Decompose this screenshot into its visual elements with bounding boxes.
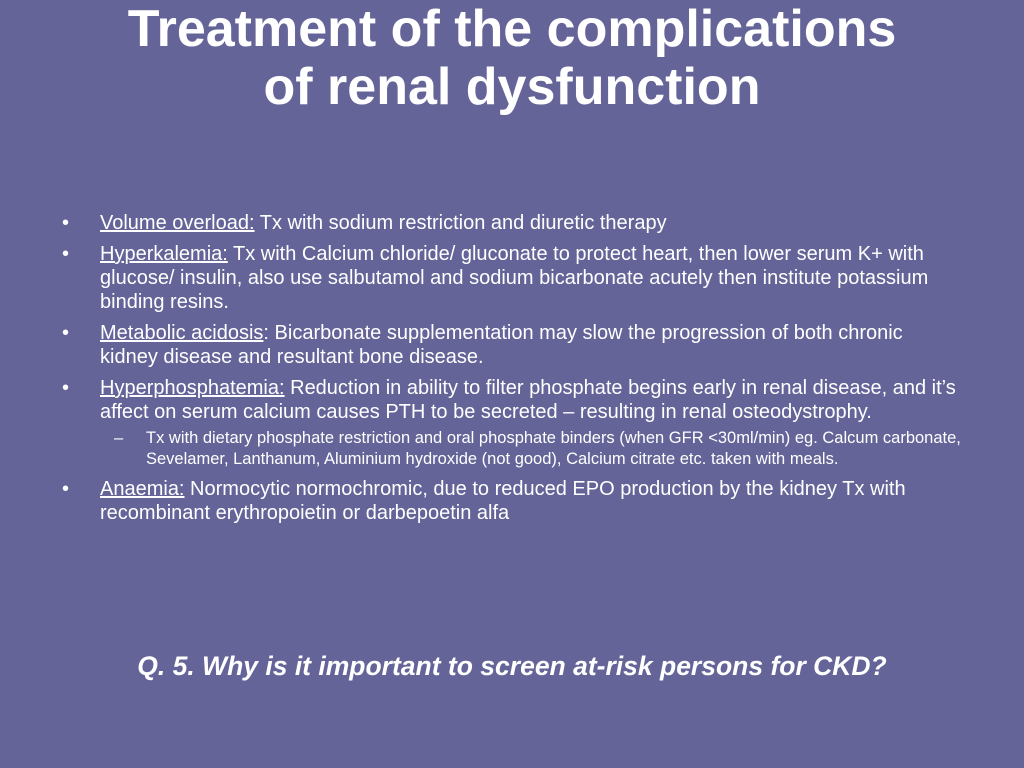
bullet-marker: • — [62, 322, 70, 344]
bullet-text: : Bicarbonate supplementation may slow the progression of both chronic kidney disease and resultant bone disease. — [100, 322, 903, 368]
bullet-term: Hyperkalemia: — [100, 243, 228, 265]
bullet-text: Reduction in ability to filter phosphate begins early in renal disease, and it’s affect on serum calcium causes PTH to be secreted – resulting in renal osteodystrophy. — [100, 377, 956, 423]
bullet-hyperkalemia — [62, 242, 962, 314]
bullet-term: Hyperphosphatemia: — [100, 377, 285, 399]
bullet-metabolic-acidosis — [62, 321, 962, 369]
bullet-marker: • — [62, 243, 70, 265]
bullet-anaemia — [62, 477, 962, 525]
bullet-volume-overload — [62, 211, 962, 235]
slide-title-line-2: of renal dysfunction — [263, 58, 761, 116]
bullet-text: Normocytic normochromic, due to reduced EPO production by the kidney Tx with recombinant erythropoietin or darbepoetin alfa — [100, 478, 906, 524]
slide-title — [40, 0, 984, 116]
bullet-text: Tx with Calcium chloride/ gluconate to protect heart, then lower serum K+ with glucose/ insulin, also use salbutamol and sodium bicarbonate acutely then institute potassium binding resins. — [100, 243, 929, 313]
bullet-marker: • — [62, 478, 70, 500]
bullet-list — [62, 211, 962, 532]
bullet-text: Tx with sodium restriction and diuretic therapy — [254, 212, 667, 234]
bullet-marker: • — [62, 377, 70, 399]
question-text: Q. 5. Why is it important to screen at-risk persons for CKD? — [137, 651, 887, 681]
sub-bullet-marker: – — [114, 429, 124, 447]
bullet-term: Anaemia: — [100, 478, 185, 500]
slide-title-line-1: Treatment of the complications — [127, 0, 897, 58]
sub-bullet-text: Tx with dietary phosphate restriction and oral phosphate binders (when GFR <30ml/min) eg. Calcum carbonate, Sevelamer, Lanthanum, Aluminium hydroxide (not good), Calcium citrate etc. taken with meals. — [146, 429, 961, 468]
bullet-marker: • — [62, 212, 70, 234]
sub-bullet-phosphate-treatment — [62, 428, 962, 470]
bullet-term: Volume overload: — [100, 212, 255, 234]
bullet-hyperphosphatemia — [62, 376, 962, 424]
bullet-term: Metabolic acidosis — [100, 322, 264, 344]
